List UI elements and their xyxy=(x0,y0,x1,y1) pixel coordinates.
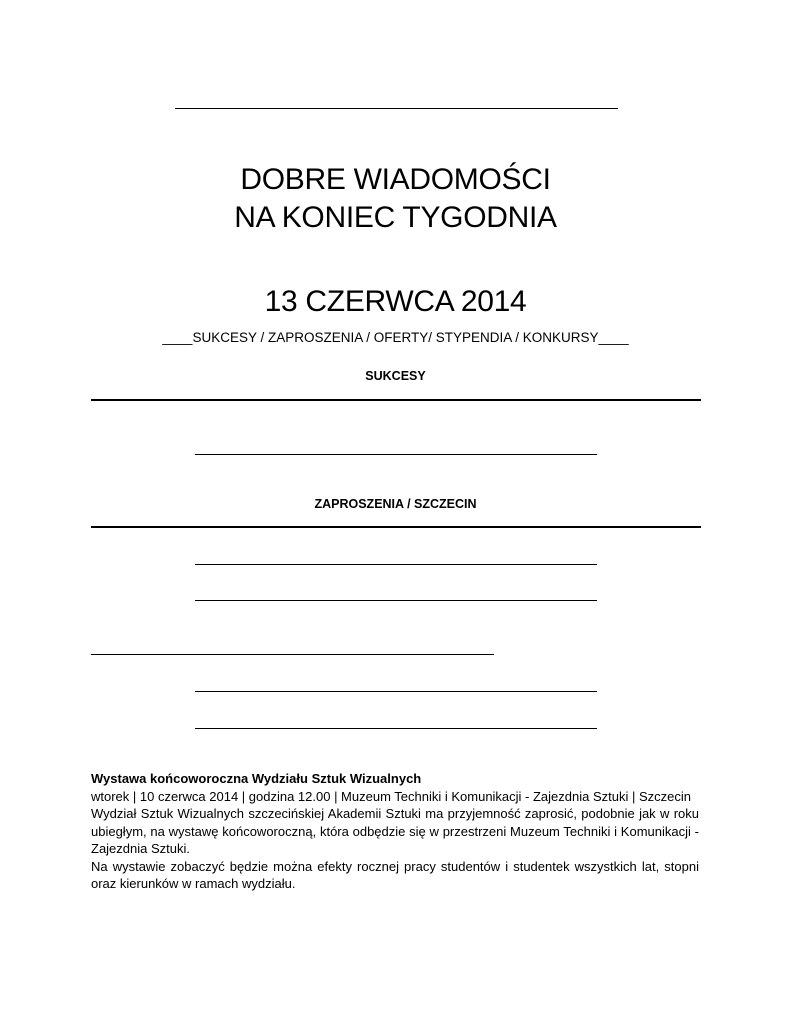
event-title: Wystawa końcoworoczna Wydziału Sztuk Wizualnych xyxy=(91,771,422,786)
placeholder-line xyxy=(91,654,494,655)
newsletter-title-line-1: DOBRE WIADOMOŚCI xyxy=(240,163,551,196)
event-details: wtorek | 10 czerwca 2014 | godzina 12.00 | Muzeum Techniki i Komunikacji - Zajezdnia Sztuki | Szczecin xyxy=(91,788,691,804)
event-description-2: Na wystawie zobaczyć będzie można efekty rocznej pracy studentów i studentek wszystkich lat, stopni oraz kierunków w ramach wydziału. xyxy=(91,858,699,891)
section-rule-successes xyxy=(91,399,701,401)
event-description-1: Wydział Sztuk Wizualnych szczecińskiej Akademii Sztuki ma przyjemność zaprosić, podobnie jak w roku ubiegłym, na wystawę końcoworoczną, która odbędzie się w przestrzeni Muzeum Techniki i Komunikacji - Zajezdnia Sztuki. xyxy=(91,806,699,856)
placeholder-line xyxy=(195,454,597,455)
top-separator-line xyxy=(175,108,618,109)
placeholder-line xyxy=(195,691,597,692)
placeholder-line xyxy=(195,600,597,601)
section-heading-successes: SUKCESY xyxy=(365,369,426,383)
placeholder-line xyxy=(195,728,597,729)
newsletter-date: 13 CZERWCA 2014 xyxy=(264,285,527,318)
section-heading-invitations: ZAPROSZENIA / SZCZECIN xyxy=(314,497,477,511)
newsletter-title-line-2: NA KONIEC TYGODNIA xyxy=(234,201,557,234)
category-list: ____SUKCESY / ZAPROSZENIA / OFERTY/ STYPENDIA / KONKURSY____ xyxy=(162,330,629,345)
placeholder-line xyxy=(195,564,597,565)
section-rule-invitations xyxy=(91,526,701,528)
event-block xyxy=(91,770,699,893)
